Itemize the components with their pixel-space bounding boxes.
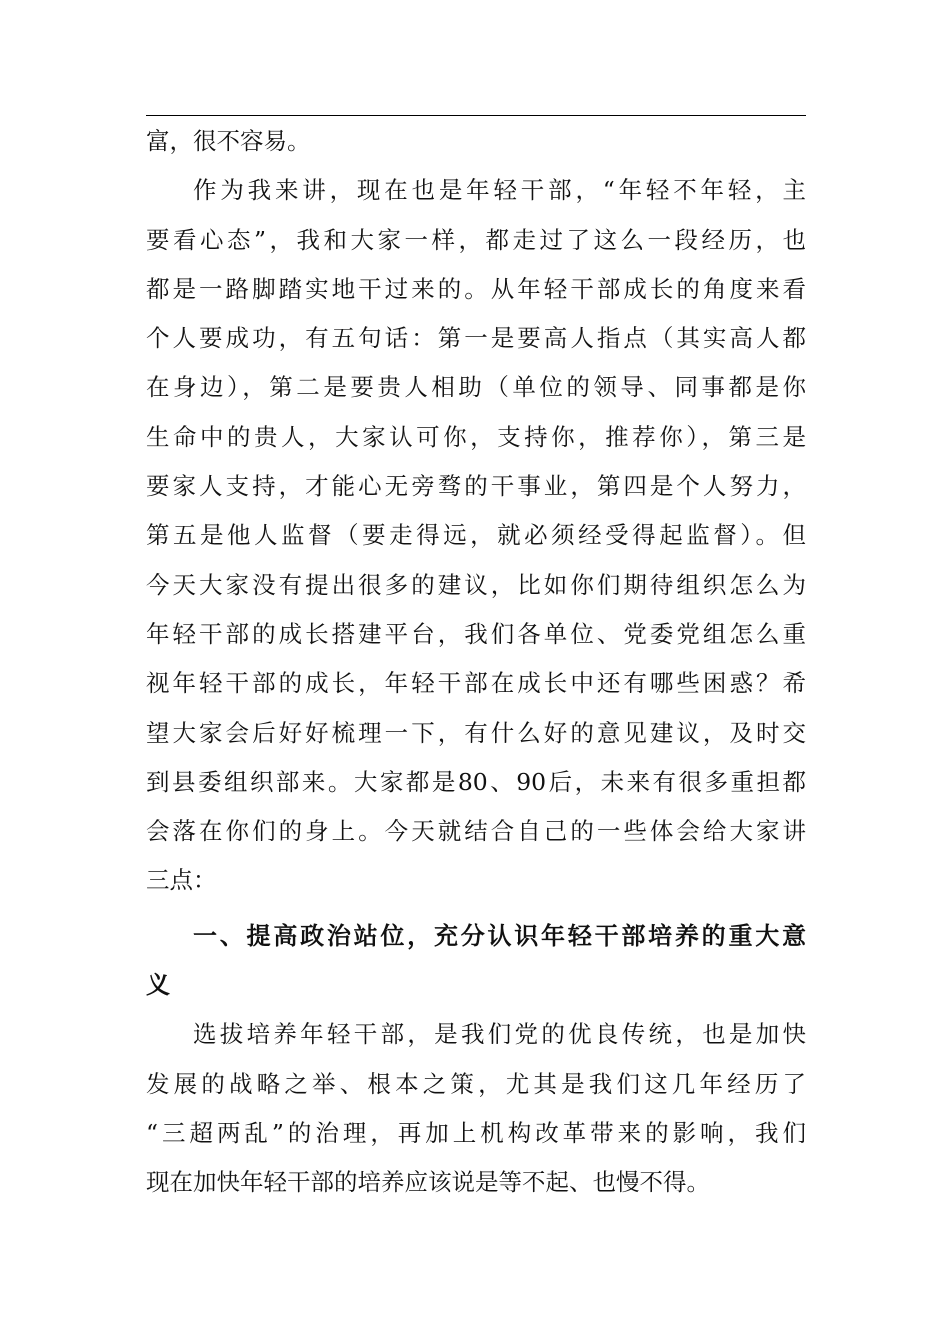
text-line: 在身边），第二是要贵人相助（单位的领导、同事都是你	[146, 373, 806, 402]
text-line: 发展的战略之举、根本之策，尤其是我们这几年经历了	[146, 1069, 806, 1098]
document-body	[146, 117, 806, 1208]
text-line: 今天大家没有提出很多的建议，比如你们期待组织怎么为	[146, 570, 806, 599]
text-line: 第五是他人监督（要走得远，就必须经受得起监督）。但	[146, 521, 806, 550]
text-line: 个人要成功，有五句话：第一是要高人指点（其实高人都	[146, 324, 806, 353]
heading-line: 义	[146, 971, 170, 1000]
text-line: 都是一路脚踏实地干过来的。从年轻干部成长的角度来看	[146, 274, 806, 303]
paragraph	[146, 1010, 806, 1207]
header-rule	[146, 115, 806, 116]
text-line: 富，很不容易。	[146, 127, 311, 155]
text-line: 望大家会后好好梳理一下，有什么好的意见建议，及时交	[146, 718, 806, 747]
section-heading	[146, 912, 806, 1011]
heading-line: 一、提高政治站位，充分认识年轻干部培养的重大意	[193, 921, 806, 950]
text-line: 生命中的贵人，大家认可你，支持你，推荐你），第三是	[146, 422, 806, 451]
text-line: 到县委组织部来。大家都是80、90后，未来有很多重担都	[146, 767, 806, 796]
paragraph	[146, 117, 806, 166]
text-line: 视年轻干部的成长，年轻干部在成长中还有哪些困惑？希	[146, 669, 806, 698]
text-line: 作为我来讲，现在也是年轻干部，“年轻不年轻，主	[193, 176, 806, 205]
text-line: 会落在你们的身上。今天就结合自己的一些体会给大家讲	[146, 817, 806, 846]
paragraph	[146, 166, 806, 905]
text-line: 年轻干部的成长搭建平台，我们各单位、党委党组怎么重	[146, 619, 806, 648]
text-line: 现在加快年轻干部的培养应该说是等不起、也慢不得。	[146, 1168, 710, 1197]
text-line: “三超两乱”的治理，再加上机构改革带来的影响，我们	[146, 1118, 806, 1147]
text-line: 选拔培养年轻干部，是我们党的优良传统，也是加快	[193, 1020, 806, 1049]
text-line: 三点：	[146, 866, 217, 895]
text-line: 要看心态”，我和大家一样，都走过了这么一段经历，也	[146, 225, 806, 254]
text-line: 要家人支持，才能心无旁骛的干事业，第四是个人努力，	[146, 472, 806, 501]
